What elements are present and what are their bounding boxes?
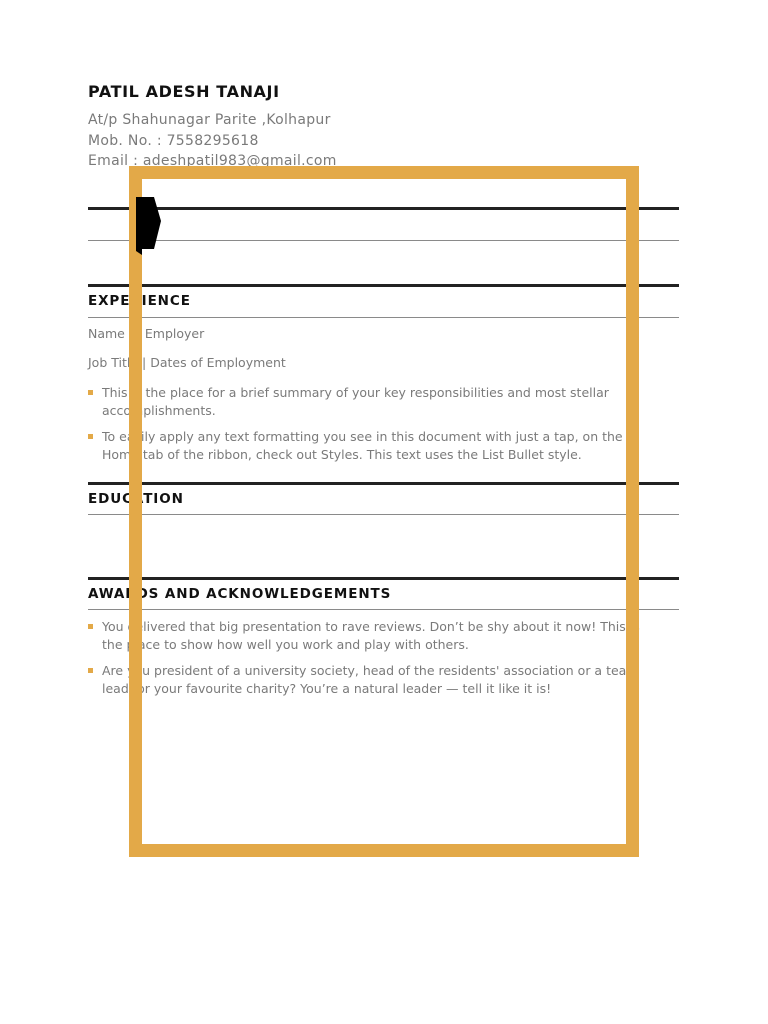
awards-bullet-list [88, 618, 658, 706]
awards-rule-bottom [88, 609, 679, 610]
experience-bullet-list [88, 384, 658, 472]
employer-name: Name of Employer [88, 326, 205, 341]
square-bullet-icon [88, 390, 93, 395]
section-rule-bottom [88, 240, 679, 241]
education-rule-bottom [88, 514, 679, 515]
candidate-name: PATIL ADESH TANAJI [88, 82, 280, 101]
education-heading: EDUCATION [88, 491, 184, 507]
square-bullet-icon [88, 668, 93, 673]
bullet-text: To easily apply any text formatting you see in this document with just a tap, on the Home tab of the ribbon, check out Styles. This text uses the List Bullet style. [102, 429, 623, 462]
bullet-text: This is the place for a brief summary of your key responsibilities and most stellar accomplishments. [102, 385, 609, 418]
square-bullet-icon [88, 434, 93, 439]
bullet-text: Are you president of a university society, head of the residents' association or a team lead for your favourite charity? You’re a natural leader — tell it like it is! [102, 663, 639, 696]
list-item [88, 384, 658, 420]
list-item [88, 428, 658, 464]
list-item [88, 618, 658, 654]
square-bullet-icon [88, 624, 93, 629]
email-line: Email : adeshpatil983@gmail.com [88, 153, 337, 169]
awards-rule-top [88, 577, 679, 580]
list-item [88, 662, 658, 698]
experience-rule-bottom [88, 317, 679, 318]
bullet-text: You delivered that big presentation to rave reviews. Don’t be shy about it now! This is the place to show how well you work and play with others. [102, 619, 640, 652]
education-rule-top [88, 482, 679, 485]
decorative-frame [129, 166, 639, 857]
mobile-line: Mob. No. : 7558295618 [88, 133, 259, 149]
experience-heading: EXPERIENCE [88, 293, 191, 309]
awards-heading: AWARDS AND ACKNOWLEDGEMENTS [88, 586, 392, 602]
section-rule-top [88, 207, 679, 210]
pentagon-tab-icon [136, 197, 161, 255]
address-line: At/p Shahunagar Parite ,Kolhapur [88, 112, 331, 128]
job-title-dates: Job Title | Dates of Employment [88, 355, 286, 370]
experience-rule-top [88, 284, 679, 287]
